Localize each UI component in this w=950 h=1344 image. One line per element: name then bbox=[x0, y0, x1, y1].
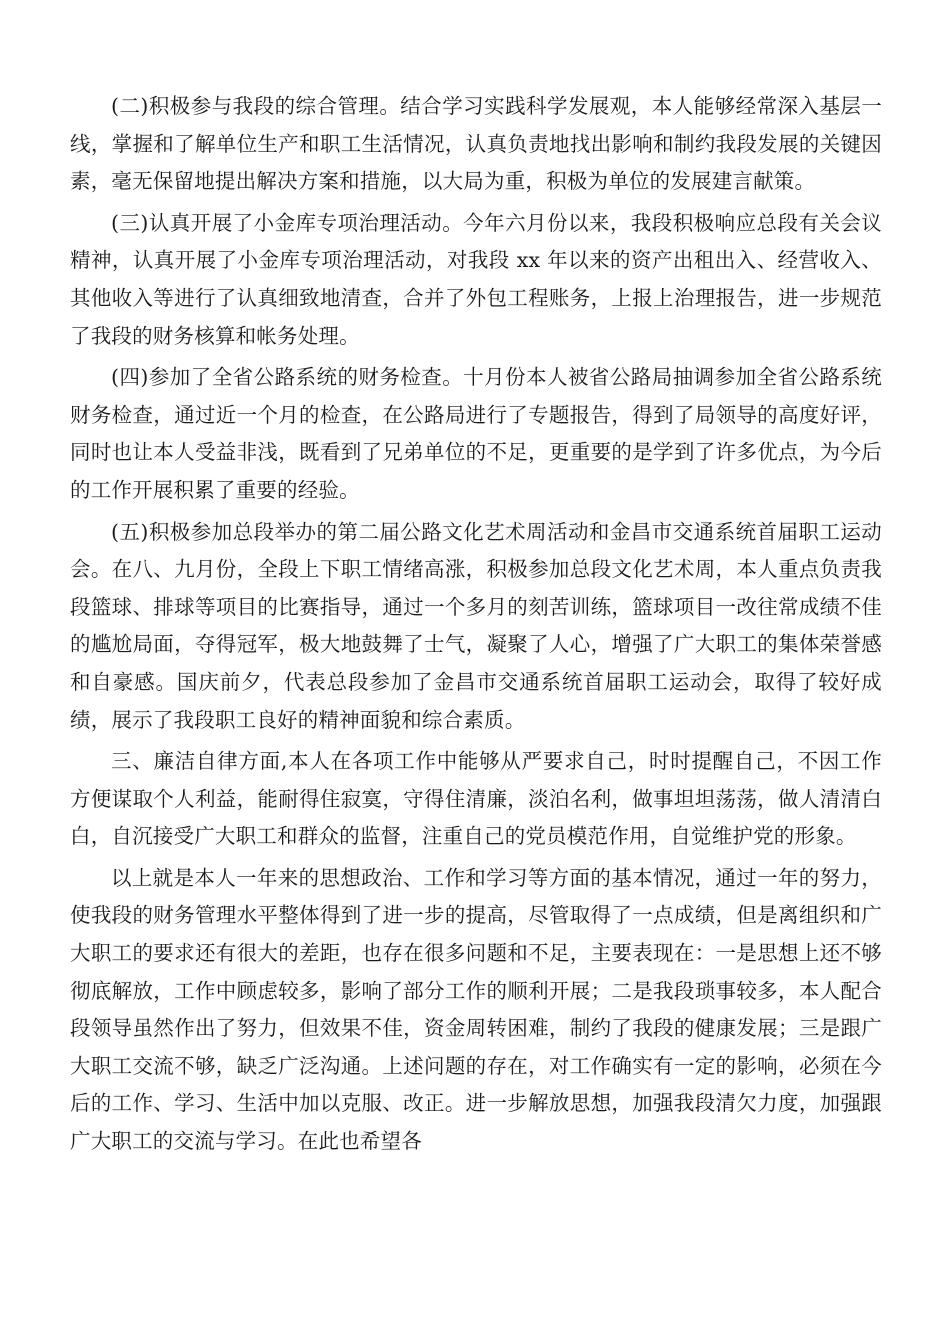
document-body bbox=[70, 88, 882, 1161]
paragraph-culture-sports-week: (五)积极参加总段举办的第二届公路文化艺术周活动和金昌市交通系统首届职工运动会。在八、九月份，全段上下职工情绪高涨，积极参加总段文化艺术周，本人重点负责我段篮球、排球等项目的比赛指导，通过一个多月的刻苦训练，篮球项目一改往常成绩不佳的尴尬局面，夺得冠军，极大地鼓舞了士气，凝聚了人心，增强了广大职工的集体荣誉感和自豪感。国庆前夕，代表总段参加了金昌市交通系统首届职工运动会，取得了较好成绩，展示了我段职工良好的精神面貌和综合素质。 bbox=[70, 519, 882, 732]
paragraph-slush-fund-governance: (三)认真开展了小金库专项治理活动。今年六月份以来，我段积极响应总段有关会议精神，认真开展了小金库专项治理活动，对我段 xx 年以来的资产出租出入、经营收入、其他收入等进行了认真细致地清查，合并了外包工程账务，上报上治理报告，进一步规范了我段的财务核算和帐务处理。 bbox=[70, 210, 882, 348]
paragraph-summary-shortcomings: 以上就是本人一年来的思想政治、工作和学习等方面的基本情况，通过一年的努力，使我段的财务管理水平整体得到了进一步的提高，尽管取得了一点成绩，但是离组织和广大职工的要求还有很大的差距，也存在很多问题和不足，主要表现在：一是思想上还不够彻底解放，工作中顾虑较多，影响了部分工作的顺利开展；二是我段琐事较多，本人配合段领导虽然作出了努力，但效果不佳，资金周转困难，制约了我段的健康发展；三是跟广大职工交流不够，缺乏广泛沟通。上述问题的存在，对工作确实有一定的影响，必须在今后的工作、学习、生活中加以克服、改正。进一步解放思想，加强我段清欠力度，加强跟广大职工的交流与学习。在此也希望各 bbox=[70, 865, 882, 1154]
paragraph-comprehensive-management: (二)积极参与我段的综合管理。结合学习实践科学发展观，本人能够经常深入基层一线，掌握和了解单位生产和职工生活情况，认真负责地找出影响和制约我段发展的关键因素，毫无保留地提出解决方案和措施，以大局为重，积极为单位的发展建言献策。 bbox=[70, 94, 882, 194]
paragraph-integrity-self-discipline: 三、廉洁自律方面,本人在各项工作中能够从严要求自己，时时提醒自己，不因工作方便谋取个人利益，能耐得住寂寞，守得住清廉，淡泊名利，做事坦坦荡荡，做人清清白白，自沉接受广大职工和群众的监督，注重自己的党员模范作用，自觉维护党的形象。 bbox=[70, 749, 882, 849]
paragraph-financial-inspection: (四)参加了全省公路系统的财务检查。十月份本人被省公路局抽调参加全省公路系统财务检查，通过近一个月的检查，在公路局进行了专题报告，得到了局领导的高度好评，同时也让本人受益非浅，既看到了兄弟单位的不足，更重要的是学到了许多优点，为今后的工作开展积累了重要的经验。 bbox=[70, 365, 882, 502]
